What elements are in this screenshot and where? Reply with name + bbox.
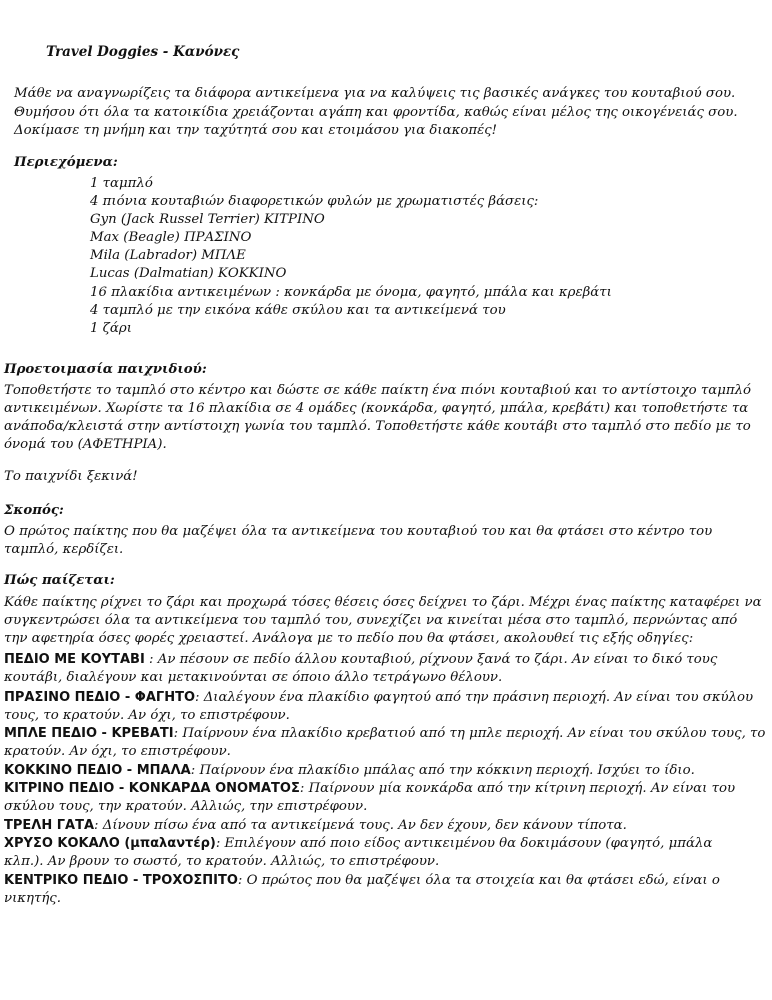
setup-heading: Προετοιμασία παιχνιδιού: [4, 362, 207, 377]
intro-line-1: Μάθε να αναγνωρίζεις τα διάφορα αντικείμενα για να καλύψεις τις βασικές ανάγκες του κουταβιού σου. [14, 86, 736, 101]
contents-item: 4 ταμπλό με την εικόνα κάθε σκύλου και τα αντικείμενά του [90, 303, 506, 318]
contents-heading: Περιεχόμενα: [14, 155, 118, 170]
document-title: Travel Doggies - Κανόνες [46, 44, 240, 60]
rule-center-camper: ΚΕΝΤΡΙΚΟ ΠΕΔΙΟ - ΤΡΟΧΟΣΠΙΤΟ: Ο πρώτος που θα μαζέψει όλα τα στοιχεία και θα φτάσει εδώ, είναι ο νικητής. [4, 873, 720, 906]
contents-item: 16 πλακίδια αντικειμένων : κονκάρδα με όνομα, φαγητό, μπάλα και κρεβάτι [90, 285, 612, 300]
rule-crazy-cat: ΤΡΕΛΗ ΓΑΤΑ: Δίνουν πίσω ένα από τα αντικείμενά τους. Αν δεν έχουν, δεν κάνουν τίποτα. [4, 818, 627, 833]
contents-item: Max (Beagle) ΠΡΑΣΙΝΟ [90, 230, 252, 245]
contents-item: Mila (Labrador) ΜΠΛΕ [90, 248, 246, 263]
howto-text: Κάθε παίκτης ρίχνει το ζάρι και προχωρά τόσες θέσεις όσες δείχνει το ζάρι. Μέχρι ένας παίκτης καταφέρει να συγκεντρώσει όλα τα αντικείμενα του ταμπλό του, συνεχίζει να κινείται μέσα στο ταμπλό, περνώντας από την αφετηρία όσες φορές χρειαστεί. Ανάλογα με το πεδίο που θα φτάσει, ακολουθεί τις εξής οδηγίες: [4, 595, 762, 646]
contents-item: Gyn (Jack Russel Terrier) ΚΙΤΡΙΝΟ [90, 212, 325, 227]
contents-item: Lucas (Dalmatian) ΚΟΚΚΙΝΟ [90, 266, 287, 281]
howto-heading: Πώς παίζεται: [4, 573, 115, 588]
game-start-text: Το παιχνίδι ξεκινά! [4, 469, 138, 484]
rule-golden-bone: ΧΡΥΣΟ ΚΟΚΑΛΟ (μπαλαντέρ): Επιλέγουν από ποιο είδος αντικειμένου θα δοκιμάσουν (φαγητό, μπάλα κλπ.). Αν βρουν το σωστό, το κρατούν. Αλλιώς, το επιστρέφουν. [4, 836, 713, 869]
contents-item: 1 ταμπλό [90, 176, 153, 191]
intro-line-3: Δοκίμασε τη μνήμη και την ταχύτητά σου και ετοιμάσου για διακοπές! [14, 123, 498, 138]
goal-text: Ο πρώτος παίκτης που θα μαζέψει όλα τα αντικείμενα του κουταβιού του και θα φτάσει στο κέντρο του ταμπλό, κερδίζει. [4, 524, 713, 557]
rule-blue-bed: ΜΠΛΕ ΠΕΔΙΟ - ΚΡΕΒΑΤΙ: Παίρνουν ένα πλακίδιο κρεβατιού από τη μπλε περιοχή. Αν είναι του σκύλου τους, το κρατούν. Αν όχι, το επιστρέφουν. [4, 726, 766, 759]
rule-yellow-badge: ΚΙΤΡΙΝΟ ΠΕΔΙΟ - ΚΟΝΚΑΡΔΑ ΟΝΟΜΑΤΟΣ: Παίρνουν μία κονκάρδα από την κίτρινη περιοχή. Αν είναι του σκύλου τους, την κρατούν. Αλλιώς, την επιστρέφουν. [4, 781, 736, 814]
rule-green-food: ΠΡΑΣΙΝΟ ΠΕΔΙΟ - ΦΑΓΗΤΟ: Διαλέγουν ένα πλακίδιο φαγητού από την πράσινη περιοχή. Αν είναι του σκύλου τους, το κρατούν. Αν όχι, το επιστρέφουν. [4, 690, 754, 723]
intro-line-2: Θυμήσου ότι όλα τα κατοικίδια χρειάζονται αγάπη και φροντίδα, καθώς είναι μέλος της οικογένειάς σου. [14, 105, 738, 120]
rule-puppy-field: ΠΕΔΙΟ ΜΕ ΚΟΥΤΑΒΙ : Αν πέσουν σε πεδίο άλλου κουταβιού, ρίχνουν ξανά το ζάρι. Αν είναι το δικό τους κουτάβι, διαλέγουν και μετακινούνται σε όποιο άλλο τετράγωνο θέλουν. [4, 652, 718, 685]
contents-item: 1 ζάρι [90, 321, 132, 336]
goal-heading: Σκοπός: [4, 503, 64, 518]
contents-item: 4 πιόνια κουταβιών διαφορετικών φυλών με χρωματιστές βάσεις: [90, 194, 539, 209]
rule-red-ball: ΚΟΚΚΙΝΟ ΠΕΔΙΟ - ΜΠΑΛΑ: Παίρνουν ένα πλακίδιο μπάλας από την κόκκινη περιοχή. Ισχύει το ίδιο. [4, 763, 695, 778]
setup-text: Τοποθετήστε το ταμπλό στο κέντρο και δώστε σε κάθε παίκτη ένα πιόνι κουταβιού και το αντίστοιχο ταμπλό αντικειμένων. Χωρίστε τα 16 πλακίδια σε 4 ομάδες (κονκάρδα, φαγητό, μπάλα, κρεβάτι) και τοποθετήστε τα ανάποδα/κλειστά στην αντίστοιχη γωνία του ταμπλό. Τοποθετήστε κάθε κουτάβι στο ταμπλό στο πεδίο με το όνομά του (ΑΦΕΤΗΡΙΑ). [4, 383, 752, 452]
